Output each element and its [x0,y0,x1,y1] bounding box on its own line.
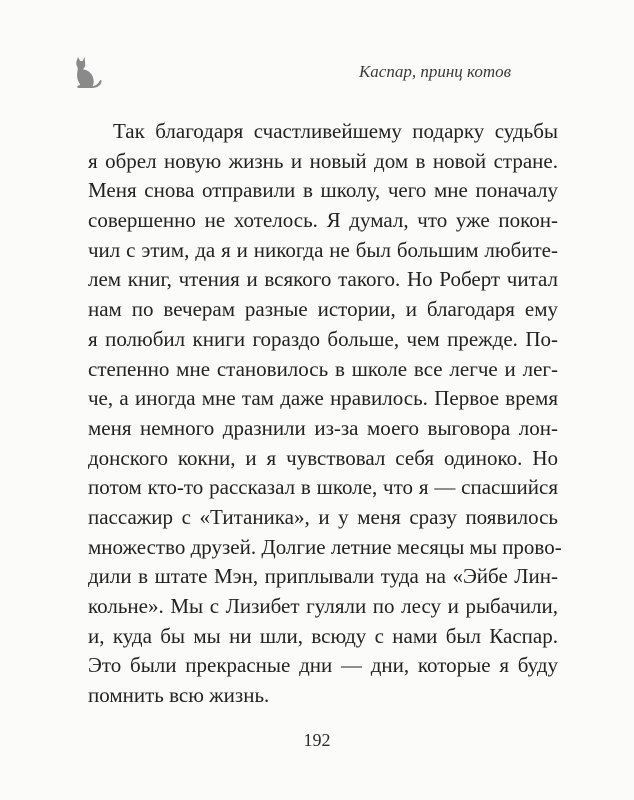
text-line: чил с этим, да я и никогда не был большим любите- [88,237,558,262]
text-line: Меня снова отправили в школу, чего мне поначалу [88,178,558,203]
text-line: помнить всю жизнь. [88,683,270,708]
body-paragraph [88,117,562,711]
text-line: Это были прекрасные дни — дни, которые я буду [88,653,558,678]
text-line: я обрел новую жизнь и новый дом в новой стране. [88,148,558,173]
text-line: Так благодаря счастливейшему подарку судьбы [113,119,558,143]
text-line: совершенно не хотелось. Я думал, что уже покон- [88,208,558,233]
text-line: дили в штате Мэн, приплывали туда на «Эйбе Лин- [88,564,558,589]
page-number: 192 [303,730,331,750]
text-line: пассажир с «Титаника», и у меня сразу появилось [88,504,558,529]
text-line: кольне». Мы с Лизибет гуляли по лесу и рыбачили, [88,594,558,618]
text-line: и, куда бы мы ни шли, всюду с нами был Каспар. [88,623,558,648]
text-line: степенно мне становилось в школе все легче и лег- [88,356,558,381]
text-line: я полюбил книги гораздо больше, чем прежде. По- [88,326,558,351]
running-header-title: Каспар, принц котов [359,62,511,81]
text-line: лем книг, чтения и всякого такого. Но Роберт читал [88,267,558,292]
text-line: множество друзей. Долгие летние месяцы мы прово- [88,534,562,559]
text-line: че, а иногда мне там даже нравилось. Первое время [88,386,558,411]
text-line: потом кто-то рассказал в школе, что я — спасшийся [88,475,558,500]
text-line: меня немного дразнили из-за моего выговора лон- [88,415,558,440]
text-line: нам по вечерам разные истории, и благодаря ему [88,297,558,322]
text-line: донского кокни, и я чувствовал себя одиноко. Но [88,445,558,470]
